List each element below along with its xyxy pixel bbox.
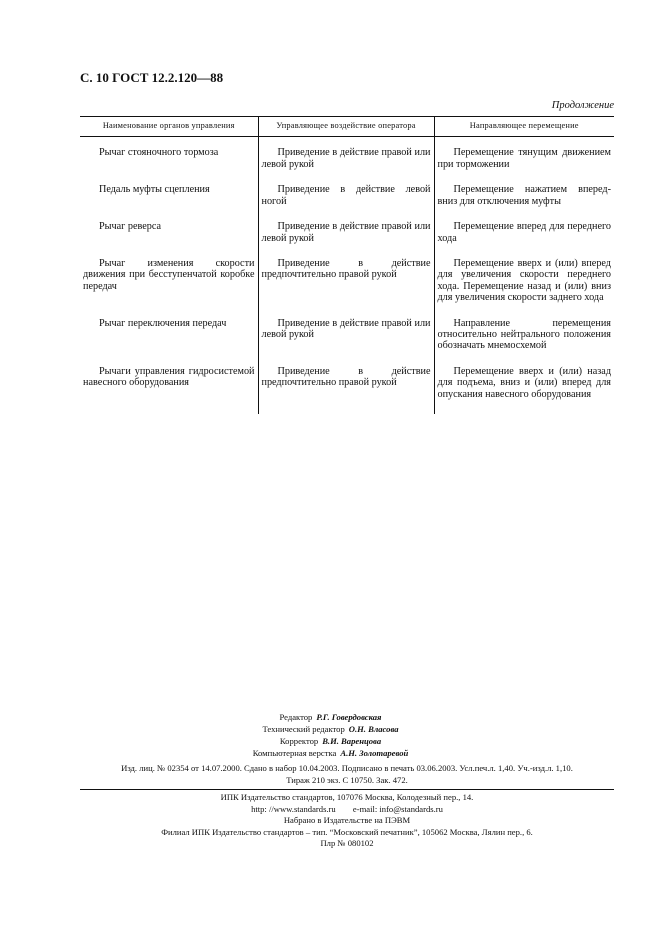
continuation-label: Продолжение bbox=[551, 100, 614, 111]
table-row bbox=[80, 221, 614, 258]
column-header-control: Наименование органов управления bbox=[80, 117, 258, 137]
cell-action: Приведение в действие правой или левой рукой bbox=[258, 137, 434, 184]
cell-action: Приведение в действие правой или левой рукой bbox=[258, 221, 434, 258]
table-row bbox=[80, 137, 614, 184]
cell-action: Приведение в действие правой или левой рукой bbox=[258, 318, 434, 366]
cell-control: Рычаг изменения скорости движения при бесступенчатой коробке передач bbox=[83, 257, 255, 292]
cell-motion: Перемещение тянущим движением при торможении bbox=[434, 137, 614, 184]
controls-table bbox=[80, 116, 614, 414]
cell-motion: Перемещение вверх и (или) назад для подъема, вниз и (или) вперед для опускания навесного оборудования bbox=[434, 366, 614, 414]
imprint-line: Изд. лиц. № 02354 от 14.07.2000. Сдано в набор 10.04.2003. Подписано в печать 03.06.2003. Усл.печ.л. 1,40. Уч.-изд.л. 1,10. bbox=[121, 763, 573, 773]
publisher-line: http: //www.standards.ru e-mail: info@standards.ru bbox=[251, 803, 443, 814]
table-row bbox=[80, 258, 614, 318]
cell-control: Рычаг реверса bbox=[99, 221, 162, 233]
column-header-action: Управляющее воздействие оператора bbox=[258, 117, 434, 137]
cell-control: Рычаг стояночного тормоза bbox=[99, 147, 219, 159]
cell-motion: Перемещение вперед для переднего хода bbox=[434, 221, 614, 258]
credit-line: Корректор В.И. Варенцова bbox=[279, 736, 382, 746]
publisher-line: Филиал ИПК Издательство стандартов – тип. “Московский печатник”, 105062 Москва, Лялин пер., 6. bbox=[161, 826, 533, 837]
credit-line: Компьютерная верстка А.Н. Золотаревой bbox=[252, 748, 409, 758]
divider bbox=[80, 789, 614, 790]
table-row bbox=[80, 184, 614, 221]
page-header: С. 10 ГОСТ 12.2.120—88 bbox=[80, 70, 224, 85]
cell-motion: Направление перемещения относительно нейтрального положения обозначать мнемосхемой bbox=[434, 318, 614, 366]
cell-action: Приведение в действие предпочтительно правой рукой bbox=[258, 258, 434, 318]
table-row bbox=[80, 366, 614, 414]
cell-motion: Перемещение нажатием вперед-вниз для отключения муфты bbox=[434, 184, 614, 221]
publisher-line: Набрано в Издательстве на ПЭВМ bbox=[283, 815, 411, 825]
table-header-row bbox=[80, 117, 614, 137]
credit-line: Редактор Р.Г. Говердовская bbox=[279, 712, 382, 722]
cell-control: Педаль муфты сцепления bbox=[99, 184, 210, 196]
cell-action: Приведение в действие левой ногой bbox=[258, 184, 434, 221]
cell-control: Рычаг переключения передач bbox=[99, 317, 227, 329]
credit-line: Технический редактор О.Н. Власова bbox=[262, 724, 399, 734]
cell-action: Приведение в действие предпочтительно правой рукой bbox=[258, 366, 434, 414]
cell-control: Рычаги управления гидросистемой навесного оборудования bbox=[83, 365, 255, 389]
publisher-line: ИПК Издательство стандартов, 107076 Москва, Колодезный пер., 14. bbox=[220, 792, 474, 802]
imprint-block bbox=[80, 762, 614, 786]
column-header-motion: Направляющее перемещение bbox=[434, 117, 614, 137]
table-row bbox=[80, 318, 614, 366]
publisher-block bbox=[80, 792, 614, 850]
cell-motion: Перемещение вверх и (или) вперед для увеличения скорости переднего хода. Перемещение назад и (или) вниз для увеличения скорости заднего хода bbox=[434, 258, 614, 318]
imprint-line: Тираж 210 экз. С 10750. Зак. 472. bbox=[286, 775, 408, 785]
credits-block bbox=[0, 711, 661, 759]
publisher-line: Плр № 080102 bbox=[320, 838, 374, 848]
